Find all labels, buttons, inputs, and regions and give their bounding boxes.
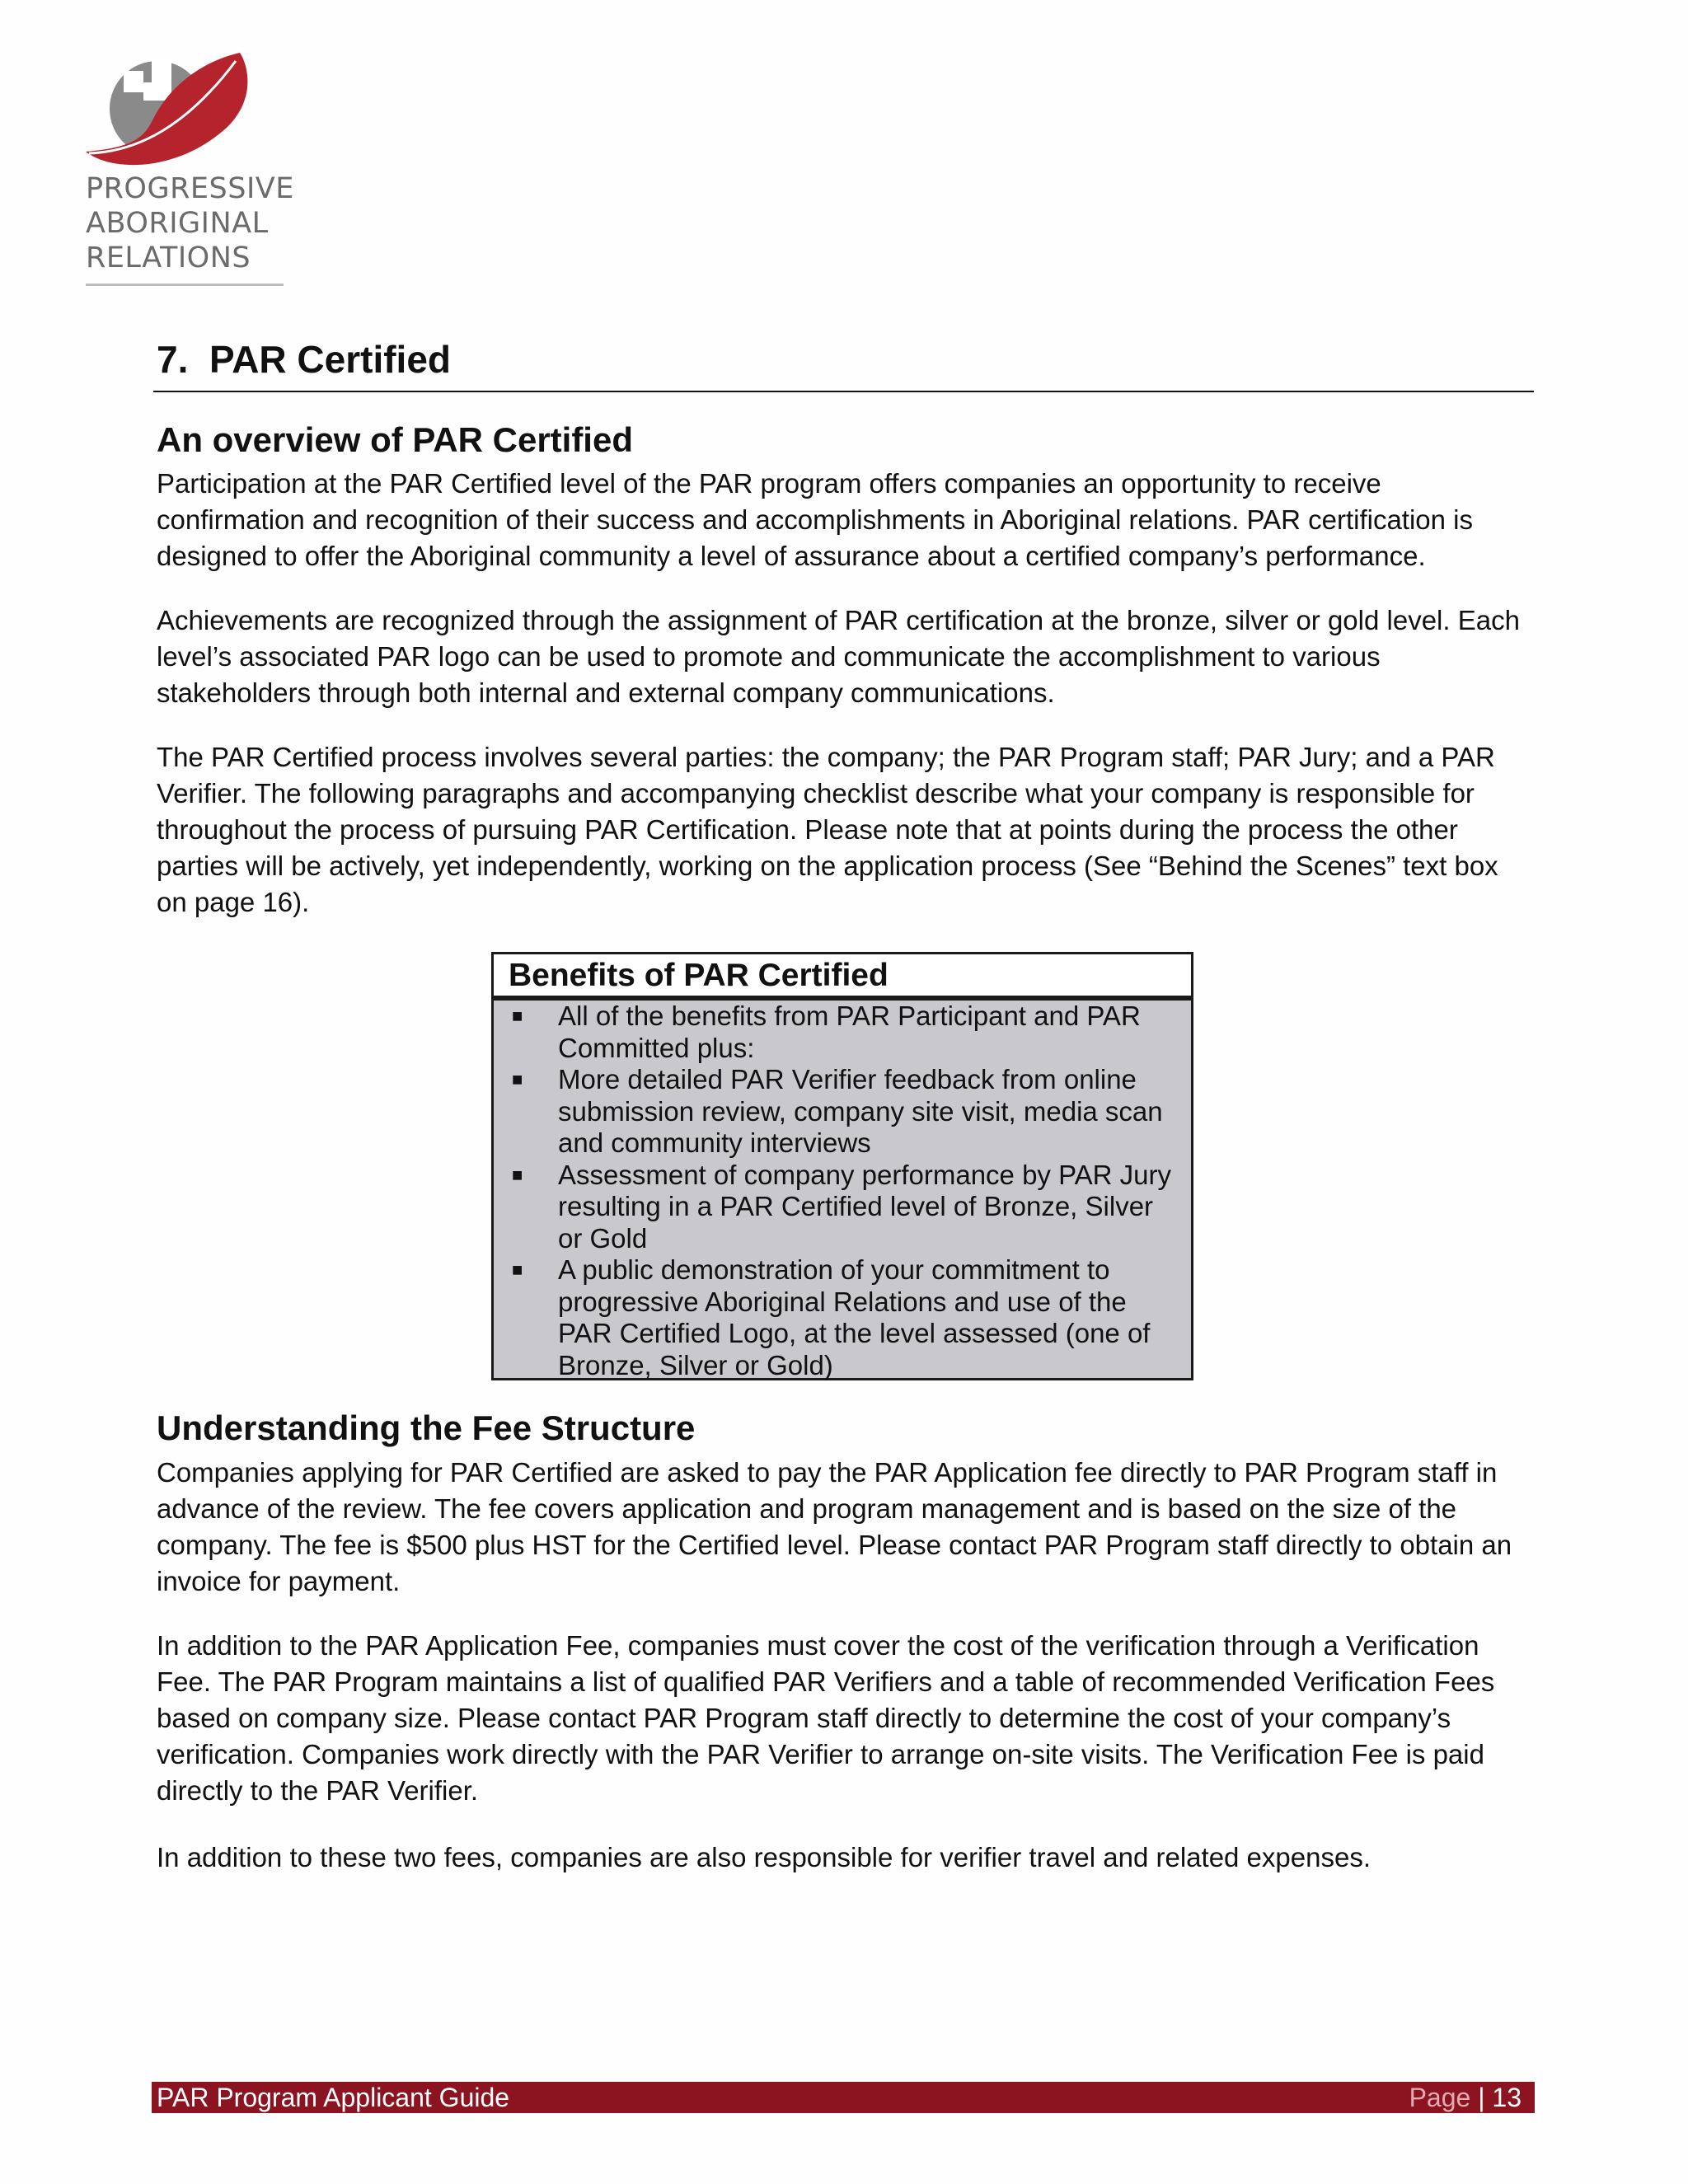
fees-heading: Understanding the Fee Structure (157, 1408, 696, 1447)
logo-line: PROGRESSIVE (86, 172, 294, 205)
benefits-list (494, 1001, 1191, 1381)
page-number: 13 (1492, 2083, 1522, 2112)
benefit-item: ■ Assessment of company performance by PAR Jury resulting in a PAR Certified level of Bronze, Silver or Gold (512, 1159, 1172, 1254)
overview-heading: An overview of PAR Certified (157, 420, 633, 459)
bullet-icon: ■ (512, 1259, 523, 1280)
fees-paragraph-1: Companies applying for PAR Certified are asked to pay the PAR Application fee directly to PAR Program staff in advance of the review. The fee covers application and program management and is based on the size of the company. The fee is $500 plus HST for the Certified level. Please contact PAR Program staff directly to obtain an invoice for payment. (157, 1457, 1512, 1596)
page-separator: | (1478, 2083, 1485, 2112)
footer-page (1409, 2082, 1522, 2113)
section-title-text: PAR Certified (209, 338, 452, 381)
logo-wordmark (86, 171, 294, 275)
overview-paragraph-1: Participation at the PAR Certified level of the PAR program offers companies an opportunity to receive confirmation and recognition of their success and accomplishments in Aboriginal relations. PAR certification is designed to offer the Aboriginal community a level of assurance about a certified company’s performance. (157, 468, 1474, 571)
logo-line: RELATIONS (86, 241, 251, 274)
logo-underline (86, 284, 284, 286)
page-label: Page (1409, 2083, 1471, 2112)
section-title (157, 333, 451, 386)
overview-paragraph-3: The PAR Certified process involves several parties: the company; the PAR Program staff; PAR Jury; and a PAR Verifier. The following paragraphs and accompanying checklist describe what your company is responsible for throughout the process of pursuing PAR Certification. Please note that at points during the process the other parties will be actively, yet independently, working on the application process (See “Behind the Scenes” text box on page 16). (157, 742, 1498, 917)
bullet-icon: ■ (512, 1005, 523, 1026)
fees-paragraph-3: In addition to these two fees, companies are also responsible for verifier travel and related expenses. (157, 1842, 1371, 1872)
fees-paragraph-2: In addition to the PAR Application Fee, companies must cover the cost of the verification through a Verification Fee. The PAR Program maintains a list of qualified PAR Verifiers and a table of recommended Verification Fees based on company size. Please contact PAR Program staff directly to determine the cost of your company’s verification. Companies work directly with the PAR Verifier to arrange on-site visits. The Verification Fee is paid directly to the PAR Verifier. (157, 1630, 1495, 1806)
section-number: 7. (157, 338, 189, 381)
logo-line: ABORIGINAL (86, 207, 269, 240)
benefit-item: ■ A public demonstration of your commitment to progressive Aboriginal Relations and use of the PAR Certified Logo, at the level assessed (one of Bronze, Silver or Gold) (512, 1254, 1151, 1380)
overview-paragraph-2: Achievements are recognized through the assignment of PAR certification at the bronze, silver or gold level. Each level’s associated PAR logo can be used to promote and communicate the accomplishment to various stakeholders through both internal and external company communications. (157, 605, 1520, 708)
footer-title: PAR Program Applicant Guide (157, 2083, 510, 2112)
bullet-icon: ■ (512, 1069, 523, 1090)
benefit-item: ■ More detailed PAR Verifier feedback from online submission review, company site visit, media scan and community interviews (512, 1064, 1163, 1158)
section-divider (153, 391, 1534, 392)
page-footer (152, 2082, 1535, 2113)
benefit-item: ■ All of the benefits from PAR Participant and PAR Committed plus: (512, 1001, 1141, 1063)
benefits-box (491, 952, 1193, 1380)
bullet-icon: ■ (512, 1164, 523, 1185)
benefits-title: Benefits of PAR Certified (494, 954, 1191, 1001)
